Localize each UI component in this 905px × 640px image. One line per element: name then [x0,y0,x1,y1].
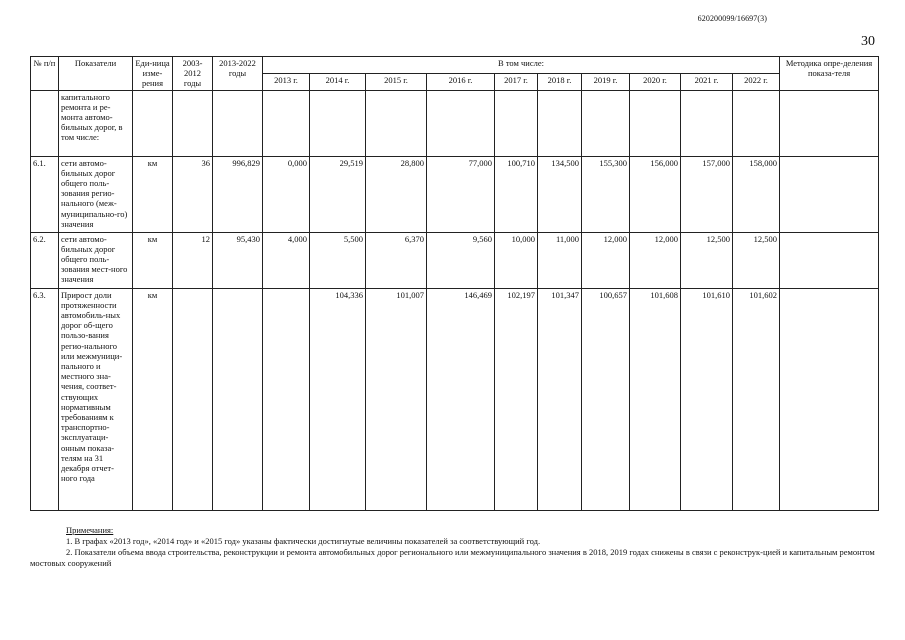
row-value: 101,602 [733,288,780,510]
header-year: 2016 г. [427,73,495,90]
row-value: 100,657 [582,288,630,510]
row-value: 156,000 [630,156,681,232]
row-value: 102,197 [495,288,538,510]
header-year: 2013 г. [263,73,310,90]
row-value [427,90,495,156]
row-value: 146,469 [427,288,495,510]
header-year: 2015 г. [366,73,427,90]
row-value [733,90,780,156]
row-value: 9,560 [427,232,495,288]
row-indicator: капитального ремонта и ре-монта автомо-бильных дорог, в том числе: [59,90,133,156]
row-unit: км [133,288,173,510]
table-row [31,90,879,156]
row-num: 6.2. [31,232,59,288]
row-value [681,90,733,156]
header-year: 2018 г. [538,73,582,90]
row-value: 12,500 [733,232,780,288]
row-value: 158,000 [733,156,780,232]
row-value: 6,370 [366,232,427,288]
indicators-table [30,56,879,511]
header-year: 2017 г. [495,73,538,90]
page-number: 30 [861,34,875,49]
row-2003-2012: 12 [173,232,213,288]
row-value: 134,500 [538,156,582,232]
row-value: 12,000 [630,232,681,288]
table-row [31,232,879,288]
row-2003-2012: 36 [173,156,213,232]
row-value [630,90,681,156]
header-year: 2014 г. [310,73,366,90]
row-method [780,90,879,156]
row-value: 12,000 [582,232,630,288]
header-method: Методика опре-деления показа-теля [780,57,879,91]
row-unit: км [133,232,173,288]
row-value [538,90,582,156]
notes-title: Примечания: [66,525,114,535]
row-value: 28,800 [366,156,427,232]
row-value: 104,336 [310,288,366,510]
row-value [582,90,630,156]
row-unit [133,90,173,156]
row-value: 4,000 [263,232,310,288]
note-item: 2. Показатели объема ввода строительства, реконструкции и ремонта автомобильных дорог регионального или межмуниципального значения в 2018, 2019 годах снижены в связи с реконструк-цией и капитальным ремонтом мостовых сооружений [30,547,875,568]
row-value: 10,000 [495,232,538,288]
row-2013-2022 [213,90,263,156]
row-value: 100,710 [495,156,538,232]
row-value [495,90,538,156]
header-indicator: Показатели [59,57,133,91]
row-value: 157,000 [681,156,733,232]
row-indicator: сети автомо-бильных дорог общего поль-зования регио-нального (меж-муниципально-го) значения [59,156,133,232]
header-unit: Еди-ница изме-рения [133,57,173,91]
row-indicator: сети автомо-бильных дорог общего поль-зования мест-ного значения [59,232,133,288]
header-num: № п/п [31,57,59,91]
header-year: 2021 г. [681,73,733,90]
note-item: 1. В графах «2013 год», «2014 год» и «2015 год» указаны фактически достигнутые величины показателей за соответствующий год. [66,536,541,546]
header-2013-2022: 2013-2022 годы [213,57,263,91]
table-row [31,156,879,232]
header-including: В том числе: [263,57,780,74]
row-2003-2012 [173,288,213,510]
table-row [31,288,879,510]
row-value: 11,000 [538,232,582,288]
row-num: 6.1. [31,156,59,232]
row-method [780,232,879,288]
row-2013-2022: 95,430 [213,232,263,288]
row-2013-2022: 996,829 [213,156,263,232]
row-value: 5,500 [310,232,366,288]
row-value: 77,000 [427,156,495,232]
row-value [310,90,366,156]
header-2003-2012: 2003-2012 годы [173,57,213,91]
row-value: 101,608 [630,288,681,510]
row-value: 0,000 [263,156,310,232]
header-year: 2019 г. [582,73,630,90]
header-year: 2022 г. [733,73,780,90]
row-value: 29,519 [310,156,366,232]
row-value: 101,007 [366,288,427,510]
row-value [263,288,310,510]
row-value: 101,347 [538,288,582,510]
row-value: 101,610 [681,288,733,510]
row-indicator: Прирост доли протяженности автомобиль-ных дорог об-щего пользо-вания регио-нального или межмуници-пального и местного зна-чения, соответ-ствующих нормативным требованиям к транспортно-эксплуатаци-онным показа-телям на 31 декабря отчет-ного года [59,288,133,510]
row-num: 6.3. [31,288,59,510]
row-unit: км [133,156,173,232]
row-value [366,90,427,156]
header-row-1 [31,57,879,74]
document-number: 620200099/16697(3) [697,14,767,23]
row-value: 12,500 [681,232,733,288]
row-value: 155,300 [582,156,630,232]
header-year: 2020 г. [630,73,681,90]
row-value [263,90,310,156]
row-method [780,288,879,510]
row-2003-2012 [173,90,213,156]
row-method [780,156,879,232]
row-2013-2022 [213,288,263,510]
notes-section [30,525,878,569]
row-num [31,90,59,156]
